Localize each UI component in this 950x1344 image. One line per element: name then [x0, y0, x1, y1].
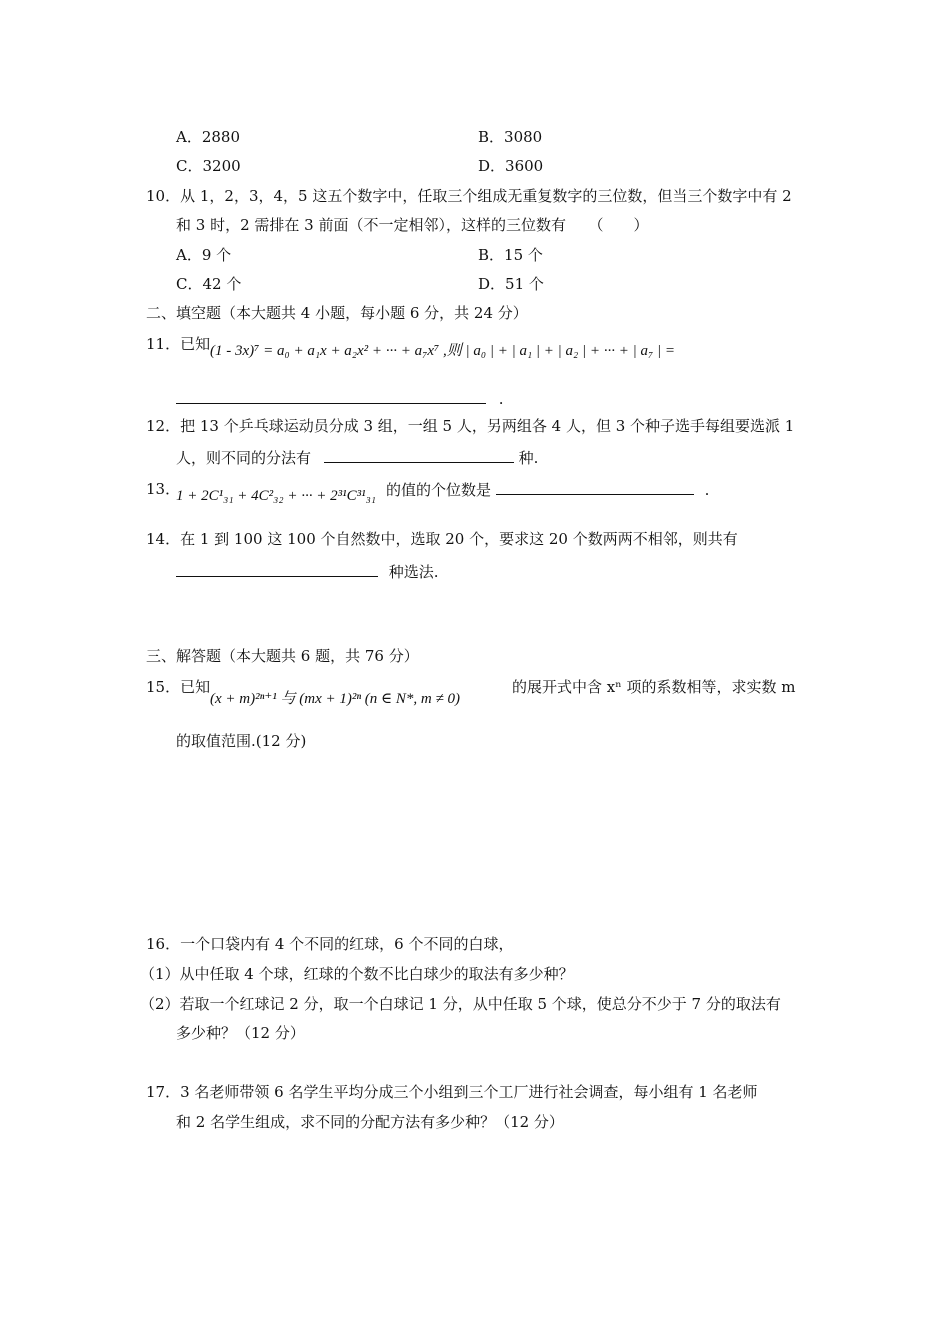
- q10-option-c: C．42 个: [176, 275, 242, 293]
- q15-prefix: 15．已知: [146, 678, 211, 696]
- q13-end: .: [704, 481, 710, 499]
- q14-line1: 14．在 1 到 100 这 100 个自然数中，选取 20 个，要求这 20 个数两两不相邻，则共有: [146, 530, 738, 548]
- q9-option-d: D．3600: [478, 157, 544, 175]
- q15-suffix: 的展开式中含 xⁿ 项的系数相等，求实数 m: [512, 678, 796, 696]
- q16-line3: （2）若取一个红球记 2 分，取一个白球记 1 分，从中任取 5 个球，使总分不少于 7 分的取法有: [140, 995, 781, 1013]
- section2-heading: 二、填空题（本大题共 4 小题，每小题 6 分，共 24 分）: [146, 304, 528, 322]
- q10-option-a: A．9 个: [176, 246, 232, 264]
- q14-line2-post: 种选法.: [388, 563, 439, 581]
- q9-option-a: A．2880: [176, 128, 241, 146]
- q15-line2: 的取值范围.(12 分): [176, 732, 307, 750]
- section3-heading: 三、解答题（本大题共 6 题，共 76 分）: [146, 647, 419, 665]
- q12-line2-pre: 人，则不同的分法有: [176, 449, 312, 467]
- q12-line1: 12．把 13 个乒乓球运动员分成 3 组，一组 5 人，另两组各 4 人，但 3 个种子选手每组要选派 1: [146, 417, 795, 435]
- q11-answer-blank[interactable]: [176, 387, 486, 404]
- q13-text: 的值的个位数是: [386, 481, 492, 499]
- q12-line2: [176, 446, 538, 469]
- q12-answer-blank[interactable]: [324, 446, 514, 463]
- q14-line2: [176, 560, 439, 583]
- q14-answer-blank[interactable]: [176, 560, 378, 577]
- q11-formula: (1 - 3x)⁷ = a₀ + a₁x + a₂x² + ··· + a₇x⁷ ,则 | a₀ | + | a₁ | + | a₂ | + ··· + | a₇ | =: [210, 343, 675, 359]
- q17-line2: 和 2 名学生组成，求不同的分配方法有多少种？（12 分）: [176, 1113, 564, 1131]
- q16-line1: 16．一个口袋内有 4 个不同的红球，6 个不同的白球，: [146, 935, 514, 953]
- q10-line1: 10．从 1，2，3，4，5 这五个数字中，任取三个组成无重复数字的三位数，但当三个数字中有 2: [146, 187, 792, 205]
- q11-answer-line: [176, 387, 504, 410]
- q9-option-b: B．3080: [478, 128, 543, 146]
- q11-prefix: 11．已知: [146, 335, 211, 353]
- q16-line4: 多少种？（12 分）: [176, 1024, 305, 1042]
- q11-end: .: [498, 390, 504, 408]
- q13-number: 13．: [146, 480, 181, 498]
- q10-line2: 和 3 时，2 需排在 3 前面（不一定相邻），这样的三位数有 （ ）: [176, 216, 649, 234]
- q15-formula: (x + m)²ⁿ⁺¹ 与 (mx + 1)²ⁿ (n ∈ N*, m ≠ 0): [210, 691, 460, 707]
- q16-line2: （1）从中任取 4 个球，红球的个数不比白球少的取法有多少种？: [140, 965, 574, 983]
- q10-option-d: D．51 个: [478, 275, 544, 293]
- q13-tail: [386, 478, 709, 501]
- q13-answer-blank[interactable]: [496, 478, 694, 495]
- q12-line2-post: 种.: [518, 449, 539, 467]
- q17-line1: 17．3 名老师带领 6 名学生平均分成三个小组到三个工厂进行社会调查，每小组有 1 名老师: [146, 1083, 758, 1101]
- q10-option-b: B．15 个: [478, 246, 543, 264]
- q13-formula: 1 + 2C¹₃₁ + 4C²₃₂ + ··· + 2³¹C³¹₃₁: [176, 488, 377, 504]
- q9-option-c: C．3200: [176, 157, 241, 175]
